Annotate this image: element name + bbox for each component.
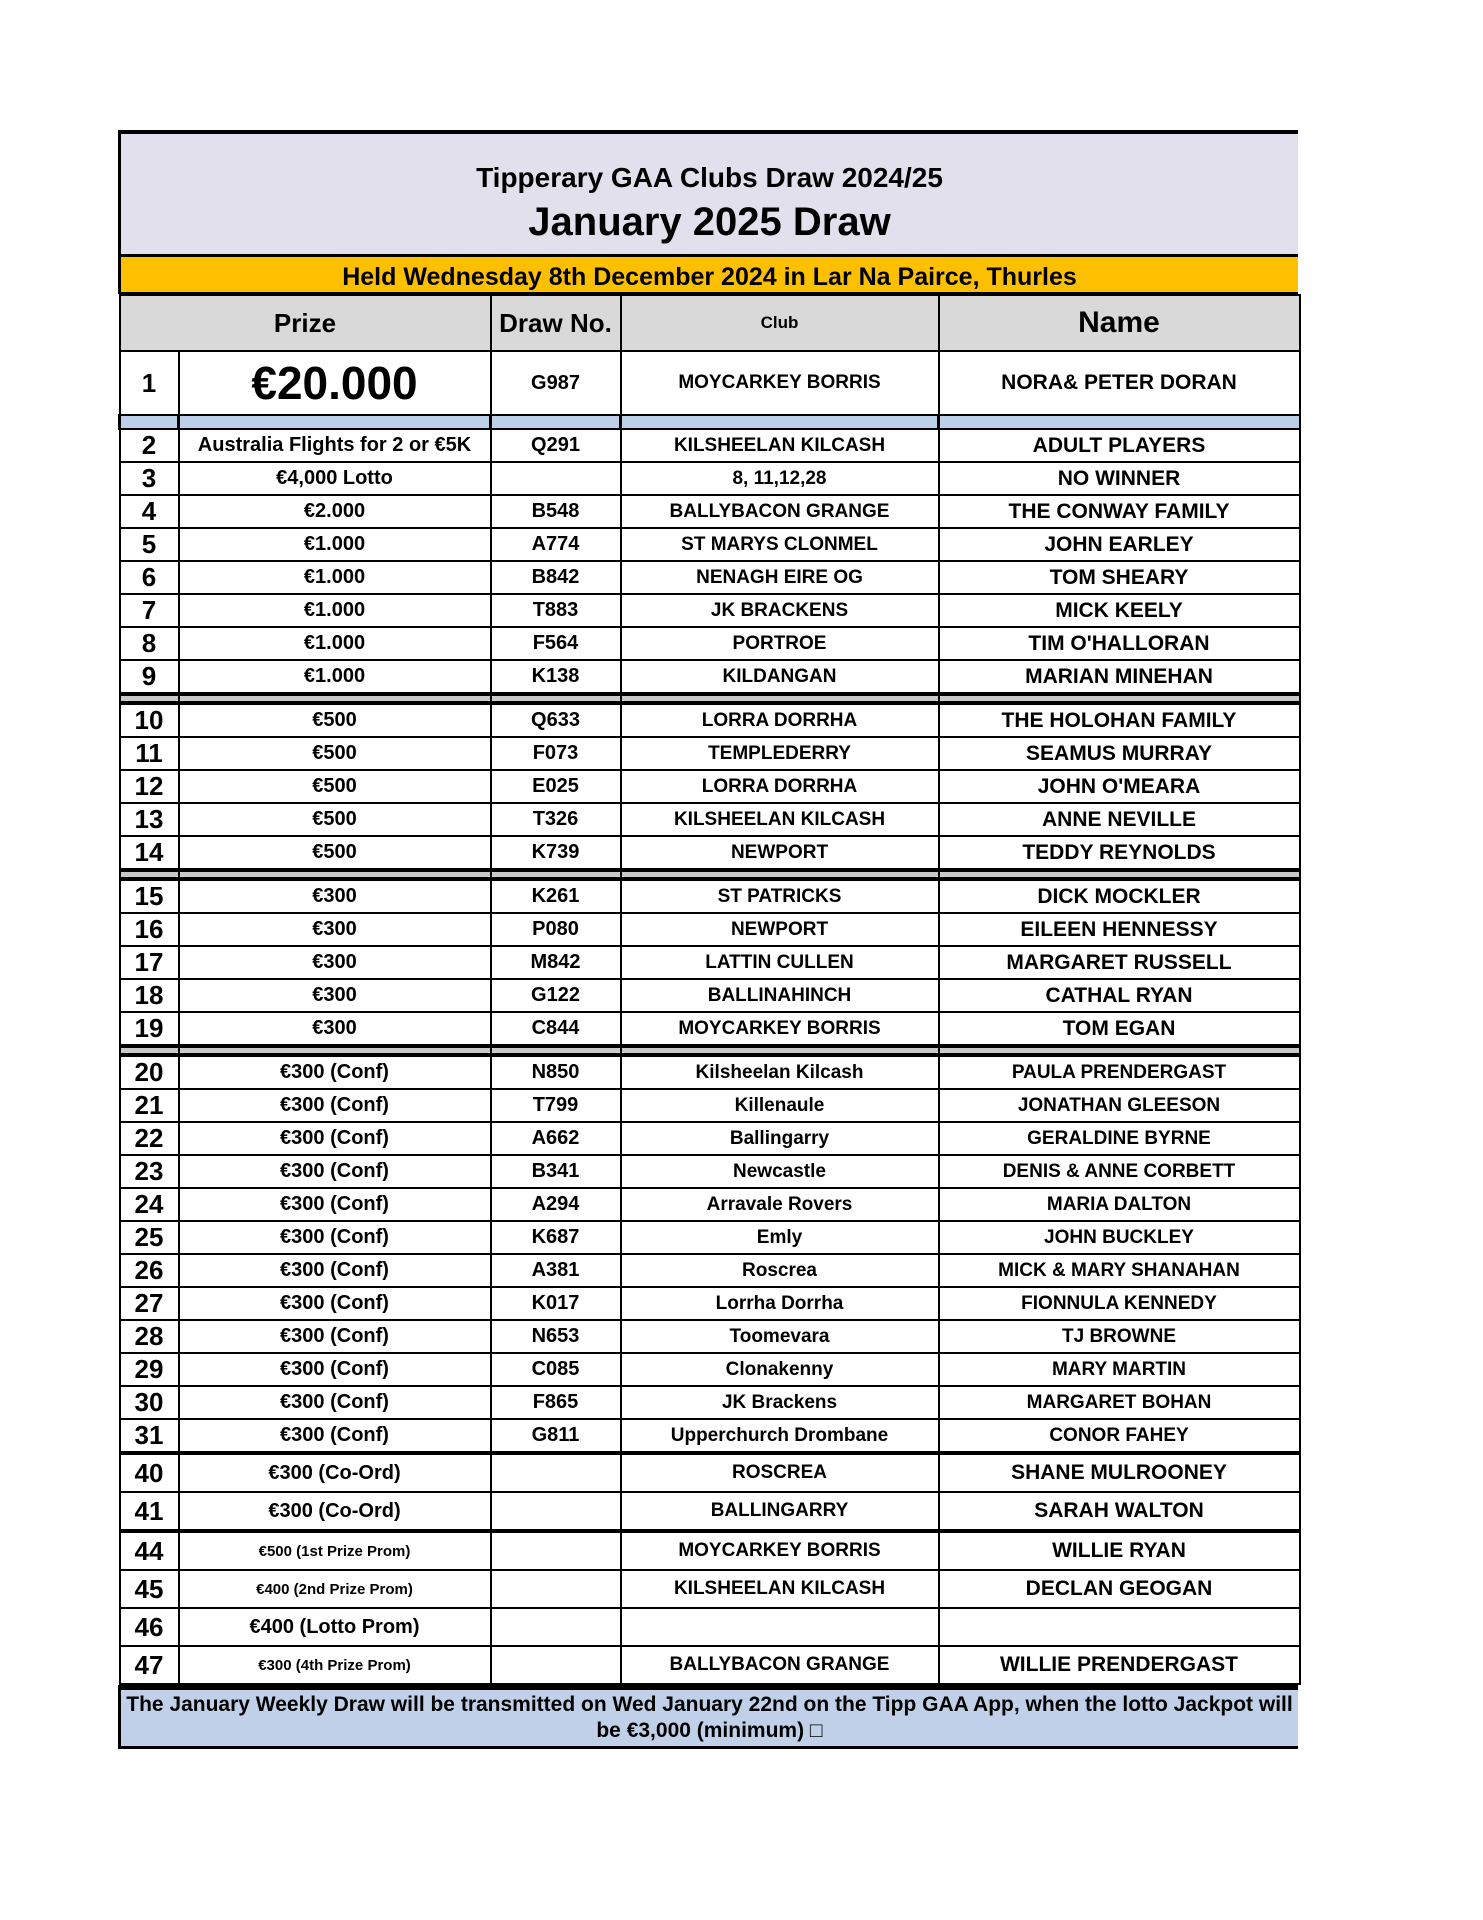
- table-header-row: [120, 295, 1300, 351]
- section-divider: [120, 1046, 1300, 1055]
- club-cell: Toomevara: [621, 1320, 939, 1353]
- draw-number-cell: [491, 1453, 621, 1492]
- draw-number-cell: K138: [491, 660, 621, 694]
- winner-name-cell: CATHAL RYAN: [939, 979, 1300, 1012]
- winner-name-cell: TJ BROWNE: [939, 1320, 1300, 1353]
- winner-name-cell: TOM EGAN: [939, 1012, 1300, 1046]
- club-cell: KILSHEELAN KILCASH: [621, 1570, 939, 1608]
- row-number: 14: [120, 836, 179, 870]
- table-row: [120, 627, 1300, 660]
- prize-cell: €300 (4th Prize Prom): [179, 1646, 491, 1684]
- winner-name-cell: SARAH WALTON: [939, 1492, 1300, 1531]
- draw-number-cell: T883: [491, 594, 621, 627]
- row-number: 3: [120, 462, 179, 495]
- club-cell: LORRA DORRHA: [621, 703, 939, 737]
- held-banner: Held Wednesday 8th December 2024 in Lar Na Pairce, Thurles: [118, 254, 1298, 294]
- prize-cell: €300: [179, 913, 491, 946]
- row-number: 12: [120, 770, 179, 803]
- results-table: [118, 294, 1301, 1685]
- table-row: [120, 1608, 1300, 1646]
- club-cell: JK BRACKENS: [621, 594, 939, 627]
- club-cell: ST PATRICKS: [621, 879, 939, 913]
- club-cell: BALLYBACON GRANGE: [621, 1646, 939, 1684]
- row-number: 20: [120, 1055, 179, 1089]
- table-row: [120, 561, 1300, 594]
- draw-number-cell: C844: [491, 1012, 621, 1046]
- winner-name-cell: FIONNULA KENNEDY: [939, 1287, 1300, 1320]
- table-row: [120, 946, 1300, 979]
- row-number: 7: [120, 594, 179, 627]
- prize-cell: €500: [179, 803, 491, 836]
- winner-name-cell: JOHN EARLEY: [939, 528, 1300, 561]
- club-cell: KILSHEELAN KILCASH: [621, 429, 939, 462]
- row-number: 47: [120, 1646, 179, 1684]
- winner-name-cell: SHANE MULROONEY: [939, 1453, 1300, 1492]
- draw-number-cell: P080: [491, 913, 621, 946]
- club-cell: LATTIN CULLEN: [621, 946, 939, 979]
- club-cell: Killenaule: [621, 1089, 939, 1122]
- section-divider: [120, 415, 1300, 429]
- winner-name-cell: MARIA DALTON: [939, 1188, 1300, 1221]
- divider-cell: [621, 694, 939, 703]
- draw-number-cell: A662: [491, 1122, 621, 1155]
- draw-number-cell: T326: [491, 803, 621, 836]
- divider-cell: [939, 415, 1300, 429]
- divider-cell: [491, 694, 621, 703]
- column-header-name: Name: [939, 295, 1300, 351]
- winner-name-cell: PAULA PRENDERGAST: [939, 1055, 1300, 1089]
- results-rows: [120, 351, 1300, 1684]
- table-row: [120, 1492, 1300, 1531]
- club-cell: NENAGH EIRE OG: [621, 561, 939, 594]
- footer-note: The January Weekly Draw will be transmitted on Wed January 22nd on the Tipp GAA App, when the lotto Jackpot will be €3,000 (minimum) □: [118, 1685, 1298, 1749]
- column-header-draw-no: Draw No.: [491, 295, 621, 351]
- club-cell: [621, 1608, 939, 1646]
- row-number: 17: [120, 946, 179, 979]
- draw-number-cell: G811: [491, 1419, 621, 1453]
- winner-name-cell: SEAMUS MURRAY: [939, 737, 1300, 770]
- divider-cell: [179, 1046, 491, 1055]
- prize-cell: €500: [179, 737, 491, 770]
- prize-cell: €1.000: [179, 528, 491, 561]
- draw-number-cell: K739: [491, 836, 621, 870]
- row-number: 25: [120, 1221, 179, 1254]
- draw-number-cell: G987: [491, 351, 621, 415]
- winner-name-cell: GERALDINE BYRNE: [939, 1122, 1300, 1155]
- draw-number-cell: T799: [491, 1089, 621, 1122]
- club-cell: Kilsheelan Kilcash: [621, 1055, 939, 1089]
- table-row: [120, 1287, 1300, 1320]
- row-number: 9: [120, 660, 179, 694]
- prize-cell: €400 (2nd Prize Prom): [179, 1570, 491, 1608]
- table-row: [120, 1089, 1300, 1122]
- prize-cell: €300 (Conf): [179, 1386, 491, 1419]
- divider-cell: [491, 415, 621, 429]
- prize-cell: €500: [179, 836, 491, 870]
- club-cell: PORTROE: [621, 627, 939, 660]
- table-row: [120, 803, 1300, 836]
- prize-cell: €300 (Conf): [179, 1155, 491, 1188]
- club-cell: Ballingarry: [621, 1122, 939, 1155]
- prize-cell: €300: [179, 979, 491, 1012]
- prize-cell: €1.000: [179, 627, 491, 660]
- club-cell: Arravale Rovers: [621, 1188, 939, 1221]
- winner-name-cell: DICK MOCKLER: [939, 879, 1300, 913]
- row-number: 31: [120, 1419, 179, 1453]
- winner-name-cell: MARIAN MINEHAN: [939, 660, 1300, 694]
- club-cell: MOYCARKEY BORRIS: [621, 351, 939, 415]
- draw-number-cell: B842: [491, 561, 621, 594]
- draw-number-cell: F564: [491, 627, 621, 660]
- club-cell: Roscrea: [621, 1254, 939, 1287]
- row-number: 15: [120, 879, 179, 913]
- table-row: [120, 1419, 1300, 1453]
- draw-number-cell: K687: [491, 1221, 621, 1254]
- table-row: [120, 913, 1300, 946]
- club-cell: BALLINAHINCH: [621, 979, 939, 1012]
- club-cell: Upperchurch Drombane: [621, 1419, 939, 1453]
- draw-number-cell: A774: [491, 528, 621, 561]
- title-block: [118, 130, 1298, 254]
- club-cell: BALLYBACON GRANGE: [621, 495, 939, 528]
- prize-cell: €300: [179, 879, 491, 913]
- table-row: [120, 1531, 1300, 1570]
- row-number: 27: [120, 1287, 179, 1320]
- winner-name-cell: JOHN O'MEARA: [939, 770, 1300, 803]
- prize-cell: €300 (Conf): [179, 1287, 491, 1320]
- club-cell: Clonakenny: [621, 1353, 939, 1386]
- prize-cell: €500 (1st Prize Prom): [179, 1531, 491, 1570]
- draw-number-cell: M842: [491, 946, 621, 979]
- section-divider: [120, 870, 1300, 879]
- row-number: 28: [120, 1320, 179, 1353]
- row-number: 46: [120, 1608, 179, 1646]
- club-cell: TEMPLEDERRY: [621, 737, 939, 770]
- draw-number-cell: G122: [491, 979, 621, 1012]
- column-header-club: Club: [621, 295, 939, 351]
- row-number: 45: [120, 1570, 179, 1608]
- draw-number-cell: K261: [491, 879, 621, 913]
- club-cell: KILSHEELAN KILCASH: [621, 803, 939, 836]
- row-number: 21: [120, 1089, 179, 1122]
- winner-name-cell: WILLIE RYAN: [939, 1531, 1300, 1570]
- prize-cell: €300 (Conf): [179, 1122, 491, 1155]
- row-number: 30: [120, 1386, 179, 1419]
- prize-cell: €400 (Lotto Prom): [179, 1608, 491, 1646]
- divider-cell: [491, 1046, 621, 1055]
- row-number: 6: [120, 561, 179, 594]
- section-divider: [120, 694, 1300, 703]
- divider-cell: [179, 415, 491, 429]
- prize-cell: €1.000: [179, 561, 491, 594]
- prize-cell: €2.000: [179, 495, 491, 528]
- table-row: [120, 1320, 1300, 1353]
- prize-cell: €300 (Conf): [179, 1188, 491, 1221]
- draw-number-cell: K017: [491, 1287, 621, 1320]
- draw-results-sheet: [118, 130, 1298, 1749]
- draw-number-cell: F865: [491, 1386, 621, 1419]
- table-row: [120, 1188, 1300, 1221]
- prize-cell: €1.000: [179, 594, 491, 627]
- winner-name-cell: NORA& PETER DORAN: [939, 351, 1300, 415]
- column-header-prize: Prize: [120, 295, 491, 351]
- draw-number-cell: [491, 1608, 621, 1646]
- row-number: 41: [120, 1492, 179, 1531]
- row-number: 8: [120, 627, 179, 660]
- prize-cell: €300 (Conf): [179, 1320, 491, 1353]
- table-row: [120, 1353, 1300, 1386]
- divider-cell: [491, 870, 621, 879]
- prize-cell: €4,000 Lotto: [179, 462, 491, 495]
- divider-cell: [120, 870, 179, 879]
- row-number: 13: [120, 803, 179, 836]
- table-row: [120, 660, 1300, 694]
- table-row: [120, 1155, 1300, 1188]
- table-row: [120, 1122, 1300, 1155]
- row-number: 16: [120, 913, 179, 946]
- winner-name-cell: MARGARET RUSSELL: [939, 946, 1300, 979]
- divider-cell: [939, 870, 1300, 879]
- winner-name-cell: [939, 1608, 1300, 1646]
- row-number: 44: [120, 1531, 179, 1570]
- draw-subtitle: Tipperary GAA Clubs Draw 2024/25: [476, 162, 943, 193]
- draw-number-cell: C085: [491, 1353, 621, 1386]
- table-row: [120, 879, 1300, 913]
- club-cell: BALLINGARRY: [621, 1492, 939, 1531]
- prize-cell: €300 (Co-Ord): [179, 1492, 491, 1531]
- winner-name-cell: MARY MARTIN: [939, 1353, 1300, 1386]
- draw-title: January 2025 Draw: [528, 200, 891, 244]
- club-cell: JK Brackens: [621, 1386, 939, 1419]
- draw-number-cell: A294: [491, 1188, 621, 1221]
- divider-cell: [939, 694, 1300, 703]
- prize-cell: €300 (Conf): [179, 1055, 491, 1089]
- club-cell: ST MARYS CLONMEL: [621, 528, 939, 561]
- row-number: 18: [120, 979, 179, 1012]
- club-cell: NEWPORT: [621, 913, 939, 946]
- winner-name-cell: THE CONWAY FAMILY: [939, 495, 1300, 528]
- table-row: [120, 1221, 1300, 1254]
- divider-cell: [621, 870, 939, 879]
- club-cell: MOYCARKEY BORRIS: [621, 1531, 939, 1570]
- table-row: [120, 703, 1300, 737]
- draw-number-cell: E025: [491, 770, 621, 803]
- table-row: [120, 462, 1300, 495]
- table-row: [120, 1646, 1300, 1684]
- row-number: 11: [120, 737, 179, 770]
- row-number: 10: [120, 703, 179, 737]
- prize-cell: €300: [179, 1012, 491, 1046]
- table-row: [120, 1570, 1300, 1608]
- prize-cell: €300 (Conf): [179, 1254, 491, 1287]
- winner-name-cell: CONOR FAHEY: [939, 1419, 1300, 1453]
- divider-cell: [621, 415, 939, 429]
- table-row: [120, 836, 1300, 870]
- draw-number-cell: B341: [491, 1155, 621, 1188]
- draw-number-cell: B548: [491, 495, 621, 528]
- table-row: [120, 594, 1300, 627]
- draw-number-cell: Q291: [491, 429, 621, 462]
- table-row: [120, 1386, 1300, 1419]
- table-row: [120, 528, 1300, 561]
- winner-name-cell: MICK KEELY: [939, 594, 1300, 627]
- winner-name-cell: DENIS & ANNE CORBETT: [939, 1155, 1300, 1188]
- winner-name-cell: TIM O'HALLORAN: [939, 627, 1300, 660]
- winner-name-cell: JONATHAN GLEESON: [939, 1089, 1300, 1122]
- table-row: [120, 1012, 1300, 1046]
- table-row: [120, 495, 1300, 528]
- club-cell: Lorrha Dorrha: [621, 1287, 939, 1320]
- winner-name-cell: WILLIE PRENDERGAST: [939, 1646, 1300, 1684]
- divider-cell: [621, 1046, 939, 1055]
- winner-name-cell: MARGARET BOHAN: [939, 1386, 1300, 1419]
- draw-number-cell: A381: [491, 1254, 621, 1287]
- winner-name-cell: EILEEN HENNESSY: [939, 913, 1300, 946]
- draw-number-cell: F073: [491, 737, 621, 770]
- winner-name-cell: NO WINNER: [939, 462, 1300, 495]
- club-cell: NEWPORT: [621, 836, 939, 870]
- row-number: 26: [120, 1254, 179, 1287]
- row-number: 2: [120, 429, 179, 462]
- prize-cell: €300 (Co-Ord): [179, 1453, 491, 1492]
- row-number: 22: [120, 1122, 179, 1155]
- draw-number-cell: N850: [491, 1055, 621, 1089]
- winner-name-cell: MICK & MARY SHANAHAN: [939, 1254, 1300, 1287]
- draw-number-cell: [491, 1531, 621, 1570]
- prize-cell: €300: [179, 946, 491, 979]
- table-row: [120, 1055, 1300, 1089]
- divider-cell: [939, 1046, 1300, 1055]
- prize-cell: €300 (Conf): [179, 1089, 491, 1122]
- winner-name-cell: TOM SHEARY: [939, 561, 1300, 594]
- draw-number-cell: [491, 1570, 621, 1608]
- table-row: [120, 770, 1300, 803]
- table-row: [120, 429, 1300, 462]
- prize-cell: €300 (Conf): [179, 1419, 491, 1453]
- draw-number-cell: [491, 462, 621, 495]
- club-cell: 8, 11,12,28: [621, 462, 939, 495]
- draw-number-cell: Q633: [491, 703, 621, 737]
- club-cell: KILDANGAN: [621, 660, 939, 694]
- prize-cell: €300 (Conf): [179, 1221, 491, 1254]
- club-cell: Newcastle: [621, 1155, 939, 1188]
- winner-name-cell: THE HOLOHAN FAMILY: [939, 703, 1300, 737]
- prize-cell: €500: [179, 703, 491, 737]
- winner-name-cell: JOHN BUCKLEY: [939, 1221, 1300, 1254]
- prize-cell: Australia Flights for 2 or €5K: [179, 429, 491, 462]
- divider-cell: [179, 870, 491, 879]
- divider-cell: [120, 694, 179, 703]
- row-number: 24: [120, 1188, 179, 1221]
- row-number: 29: [120, 1353, 179, 1386]
- row-number: 19: [120, 1012, 179, 1046]
- winner-name-cell: ADULT PLAYERS: [939, 429, 1300, 462]
- row-number: 5: [120, 528, 179, 561]
- club-cell: ROSCREA: [621, 1453, 939, 1492]
- table-row: [120, 737, 1300, 770]
- table-row: [120, 351, 1300, 415]
- winner-name-cell: DECLAN GEOGAN: [939, 1570, 1300, 1608]
- winner-name-cell: TEDDY REYNOLDS: [939, 836, 1300, 870]
- draw-number-cell: N653: [491, 1320, 621, 1353]
- prize-cell: €500: [179, 770, 491, 803]
- draw-number-cell: [491, 1492, 621, 1531]
- row-number: 1: [120, 351, 179, 415]
- prize-cell: €20.000: [179, 351, 491, 415]
- club-cell: MOYCARKEY BORRIS: [621, 1012, 939, 1046]
- table-row: [120, 1453, 1300, 1492]
- divider-cell: [120, 1046, 179, 1055]
- table-row: [120, 1254, 1300, 1287]
- table-row: [120, 979, 1300, 1012]
- club-cell: LORRA DORRHA: [621, 770, 939, 803]
- draw-number-cell: [491, 1646, 621, 1684]
- row-number: 4: [120, 495, 179, 528]
- prize-cell: €300 (Conf): [179, 1353, 491, 1386]
- divider-cell: [120, 415, 179, 429]
- winner-name-cell: ANNE NEVILLE: [939, 803, 1300, 836]
- prize-cell: €1.000: [179, 660, 491, 694]
- row-number: 40: [120, 1453, 179, 1492]
- club-cell: Emly: [621, 1221, 939, 1254]
- divider-cell: [179, 694, 491, 703]
- row-number: 23: [120, 1155, 179, 1188]
